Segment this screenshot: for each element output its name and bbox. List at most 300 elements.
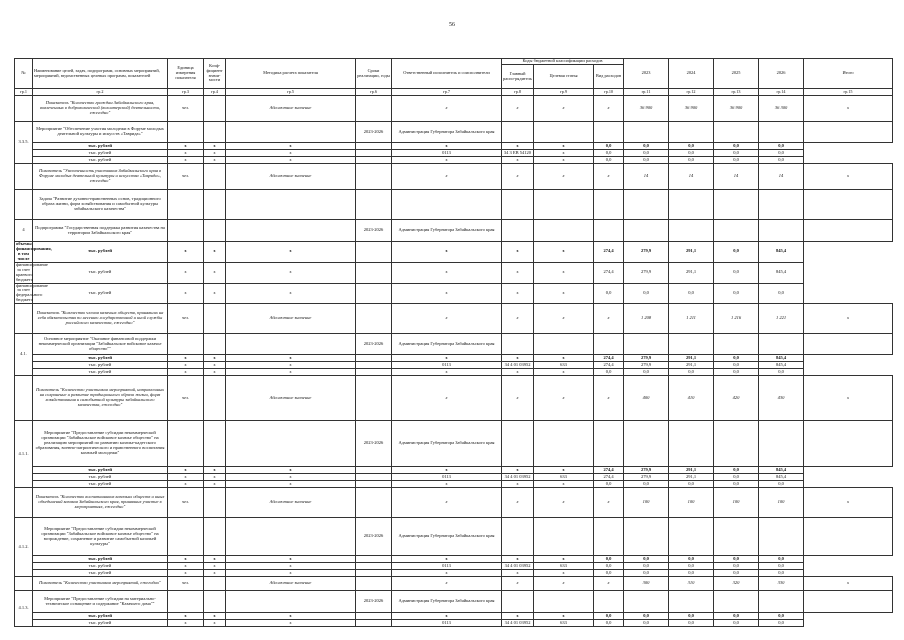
table-cell: 845,4 [759, 262, 804, 283]
table-cell: 0,0 [624, 150, 669, 157]
table-cell [534, 122, 594, 143]
table-cell [356, 283, 392, 304]
table-cell: 0,0 [759, 143, 804, 150]
table-cell: 36 900 [624, 96, 669, 122]
table-cell: x [804, 488, 893, 518]
table-cell: x [168, 242, 204, 263]
table-row [15, 334, 893, 355]
table-cell: гр.10 [594, 89, 624, 96]
table-cell: x [534, 577, 594, 591]
table-cell: тыс. рублей [33, 556, 168, 563]
table-cell: 14 [759, 164, 804, 190]
table-cell: Абсолютное значение [226, 164, 356, 190]
table-cell [759, 122, 804, 143]
table-cell [168, 334, 204, 355]
table-cell: 420 [714, 376, 759, 421]
table-cell: 0,0 [594, 283, 624, 304]
table-cell: x [226, 157, 356, 164]
table-cell [669, 591, 714, 613]
table-cell [168, 518, 204, 556]
table-cell: x [392, 556, 502, 563]
table-cell: 279,9 [624, 262, 669, 283]
table-cell: 0,0 [594, 143, 624, 150]
table-cell [356, 164, 392, 190]
table-cell: 4.1.3. [15, 591, 33, 627]
table-cell [534, 518, 594, 556]
table-row [15, 283, 893, 304]
table-row [15, 613, 893, 620]
table-cell [356, 304, 392, 334]
table-cell: 0,0 [669, 481, 714, 488]
table-cell: 2023-2026 [356, 421, 392, 467]
table-cell: 0,0 [624, 620, 669, 627]
table-cell: 2023-2026 [356, 220, 392, 242]
table-cell: x [226, 369, 356, 376]
table-cell: Администрация Губернатора Забайкальского края [392, 122, 502, 143]
table-cell: x [226, 620, 356, 627]
table-cell: 279,9 [624, 355, 669, 362]
table-cell: 633 [534, 620, 594, 627]
table-cell: гр.9 [534, 89, 594, 96]
table-cell: x [168, 355, 204, 362]
table-cell: x [392, 164, 502, 190]
table-cell: 430 [759, 376, 804, 421]
table-cell: x [168, 563, 204, 570]
table-cell: 1 216 [714, 304, 759, 334]
table-cell: x [502, 467, 534, 474]
table-cell [226, 334, 356, 355]
table-cell: 0,0 [669, 570, 714, 577]
header-code-type: Вид расходов [594, 65, 624, 89]
table-cell: тыс. рублей [33, 570, 168, 577]
table-cell [356, 376, 392, 421]
table-cell: x [594, 488, 624, 518]
table-cell [356, 262, 392, 283]
table-cell: x [204, 283, 226, 304]
table-cell: 291,1 [669, 362, 714, 369]
table-cell [534, 190, 594, 220]
table-cell: 0,0 [624, 563, 669, 570]
table-cell: 0,0 [759, 620, 804, 627]
table-cell: x [226, 556, 356, 563]
table-cell: 274,4 [594, 262, 624, 283]
table-cell [204, 577, 226, 591]
table-cell [356, 157, 392, 164]
table-cell [226, 518, 356, 556]
table-cell: 633 [534, 362, 594, 369]
table-cell: 0,0 [669, 620, 714, 627]
table-row [15, 96, 893, 122]
header-coef: Коэф-фициент значи-мости [204, 59, 226, 89]
table-cell: x [534, 283, 594, 304]
table-cell: x [534, 488, 594, 518]
table-row [15, 620, 893, 627]
table-cell: 845,4 [759, 355, 804, 362]
table-cell [502, 334, 534, 355]
table-cell: x [226, 481, 356, 488]
table-row [15, 488, 893, 518]
table-cell [356, 369, 392, 376]
table-cell [594, 591, 624, 613]
table-cell: 1 221 [759, 304, 804, 334]
table-cell [356, 474, 392, 481]
table-cell: 2023-2026 [356, 518, 392, 556]
table-cell: x [168, 362, 204, 369]
table-cell [168, 421, 204, 467]
table-cell: x [204, 143, 226, 150]
table-cell [669, 421, 714, 467]
table-cell [759, 220, 804, 242]
table-row [15, 150, 893, 157]
table-cell: гр.1 [15, 89, 33, 96]
table-cell [356, 488, 392, 518]
table-cell: x [392, 96, 502, 122]
table-cell: x [502, 157, 534, 164]
table-cell: x [168, 283, 204, 304]
table-cell: x [502, 376, 534, 421]
table-cell [204, 190, 226, 220]
table-cell: тыс. рублей [33, 563, 168, 570]
table-cell [594, 421, 624, 467]
table-cell: 0113 [392, 563, 502, 570]
table-cell: x [534, 613, 594, 620]
table-cell: 36 300 [759, 96, 804, 122]
table-cell: 0,0 [759, 563, 804, 570]
table-cell: гр.4 [204, 89, 226, 96]
table-row [15, 518, 893, 556]
table-cell: 0,0 [624, 556, 669, 563]
table-cell: x [804, 96, 893, 122]
header-code-main: Главный распо-рядитель [502, 65, 534, 89]
table-cell: 0,0 [669, 556, 714, 563]
header-unit: Единица измерения показателя [168, 59, 204, 89]
table-cell [204, 304, 226, 334]
table-cell: тыс. рублей [33, 262, 168, 283]
table-row [15, 304, 893, 334]
table-cell: 845,4 [759, 467, 804, 474]
table-cell: 0,0 [714, 157, 759, 164]
table-row [15, 376, 893, 421]
table-cell: 100 [759, 488, 804, 518]
table-cell [168, 190, 204, 220]
table-cell: x [204, 481, 226, 488]
table-cell [15, 577, 33, 591]
table-cell: 0,0 [714, 474, 759, 481]
table-cell: 274,4 [594, 362, 624, 369]
table-cell: x [168, 157, 204, 164]
table-cell: x [204, 474, 226, 481]
table-cell [356, 190, 392, 220]
table-cell: x [392, 570, 502, 577]
table-cell: x [392, 262, 502, 283]
table-cell: x [804, 304, 893, 334]
table-cell: 4.1. [15, 334, 33, 376]
header-2024: 2024 [669, 59, 714, 89]
table-cell [714, 190, 759, 220]
table-cell: x [168, 369, 204, 376]
table-cell: Мероприятие "Предоставление субсидии на материально-техническое оснащение и содержание "Казачьего дома"" [33, 591, 168, 613]
table-cell: гр.3 [168, 89, 204, 96]
table-cell: x [204, 242, 226, 263]
table-cell: 0,0 [669, 150, 714, 157]
table-cell: 0,0 [594, 369, 624, 376]
table-cell: 4.1.2. [15, 518, 33, 577]
table-cell: 274,4 [594, 474, 624, 481]
table-cell: 0,0 [759, 556, 804, 563]
table-cell: x [392, 481, 502, 488]
table-cell: Основное мероприятие "Оказание финансовой поддержки некоммерческой организации "Забайкальское войсковое казачье общество"" [33, 334, 168, 355]
table-cell: 4.1.1. [15, 421, 33, 488]
table-cell: 100 [714, 488, 759, 518]
table-cell [594, 190, 624, 220]
table-cell [714, 220, 759, 242]
table-cell: 3.3.5. [15, 122, 33, 164]
table-cell: гр.12 [669, 89, 714, 96]
table-cell: 0113 [392, 474, 502, 481]
table-cell [534, 220, 594, 242]
header-2025: 2025 [714, 59, 759, 89]
table-cell: x [226, 467, 356, 474]
table-cell: гр.6 [356, 89, 392, 96]
budget-table [14, 58, 893, 627]
header-resp: Ответственный исполнитель и соисполнители [392, 59, 502, 89]
table-cell: тыс. рублей [33, 150, 168, 157]
table-cell: x [502, 143, 534, 150]
table-row [15, 481, 893, 488]
table-cell: x [168, 150, 204, 157]
table-cell [392, 190, 502, 220]
table-cell: 34 4 01 03952 [502, 620, 534, 627]
table-cell: x [534, 355, 594, 362]
table-cell: x [168, 474, 204, 481]
table-cell [356, 481, 392, 488]
table-cell [226, 421, 356, 467]
table-cell: x [204, 620, 226, 627]
table-cell: 0,0 [714, 467, 759, 474]
table-cell: Показатель "Увеличенность участников Забайкальского края в Форуме молодых деятельной культуры и искусства «Таврида», ежегодно" [33, 164, 168, 190]
table-cell: 330 [759, 577, 804, 591]
table-cell [15, 376, 33, 421]
table-cell: 633 [534, 563, 594, 570]
table-cell [15, 488, 33, 518]
table-cell: x [392, 304, 502, 334]
table-cell: 845,4 [759, 362, 804, 369]
table-cell: x [392, 467, 502, 474]
table-cell: 2023-2026 [356, 122, 392, 143]
table-cell: 0,0 [714, 262, 759, 283]
table-cell [624, 421, 669, 467]
table-row [15, 164, 893, 190]
table-cell: 0,0 [669, 157, 714, 164]
table-cell [204, 591, 226, 613]
table-cell: x [226, 563, 356, 570]
table-cell: x [534, 570, 594, 577]
table-cell: x [594, 376, 624, 421]
table-cell [356, 467, 392, 474]
table-cell [356, 556, 392, 563]
table-cell: гр.2 [33, 89, 168, 96]
table-cell: 0,0 [594, 570, 624, 577]
table-cell: x [168, 613, 204, 620]
table-cell: тыс. рублей [33, 474, 168, 481]
table-cell: Подпрограмма "Государственная поддержка развития казачества на территории Забайкальского края" [33, 220, 168, 242]
table-cell: 0,0 [714, 143, 759, 150]
table-cell [204, 122, 226, 143]
table-cell: 274,4 [594, 467, 624, 474]
table-cell: x [594, 577, 624, 591]
table-cell [356, 242, 392, 263]
table-cell [204, 164, 226, 190]
table-cell: чел. [168, 488, 204, 518]
table-cell: Мероприятие "Предоставление субсидии некоммерческой организации "Забайкальское войсковое казачье общество" на реализацию мероприятий по развитию казачье-кадетского образования, военно-патриотического и нравственного воспитания казачьей молодежи" [33, 421, 168, 467]
table-cell [714, 518, 759, 556]
table-cell [226, 591, 356, 613]
table-cell [669, 122, 714, 143]
table-cell: x [226, 150, 356, 157]
table-cell: 279,9 [624, 362, 669, 369]
table-cell: 100 [669, 488, 714, 518]
table-cell: 845,4 [759, 474, 804, 481]
table-cell: x [226, 262, 356, 283]
table-cell [356, 96, 392, 122]
table-cell [804, 220, 893, 242]
table-cell: 0,0 [594, 620, 624, 627]
table-cell: x [204, 355, 226, 362]
table-cell: x [392, 157, 502, 164]
table-cell: x [502, 96, 534, 122]
table-cell: x [392, 355, 502, 362]
table-cell: 36 900 [714, 96, 759, 122]
table-row [15, 122, 893, 143]
table-cell [759, 334, 804, 355]
table-cell: x [226, 362, 356, 369]
table-cell: x [594, 164, 624, 190]
table-cell: гр.5 [226, 89, 356, 96]
table-cell: x [168, 467, 204, 474]
table-cell: x [226, 283, 356, 304]
table-cell: 279,9 [624, 467, 669, 474]
table-cell [714, 334, 759, 355]
table-cell [356, 563, 392, 570]
table-cell: Задача "Развитие духовно-нравственных основ, традиционного образа жизни, форм хозяйствования и самобытной культуры забайкальского казачества" [33, 190, 168, 220]
table-cell: тыс. рублей [33, 355, 168, 362]
table-cell: x [204, 556, 226, 563]
table-cell [624, 518, 669, 556]
table-cell: x [502, 369, 534, 376]
table-cell: гр.14 [759, 89, 804, 96]
table-cell: 0,0 [624, 143, 669, 150]
table-cell [168, 122, 204, 143]
table-cell: x [502, 283, 534, 304]
table-cell: 0,0 [759, 613, 804, 620]
table-row [15, 362, 893, 369]
table-cell: Показатель "Количество участников мероприятий, направленных на сохранение и развитие традиционного образа жизни, форм хозяйствования и самобытной культуры забайкальского казачества, ежегодно" [33, 376, 168, 421]
table-cell: 0,0 [594, 613, 624, 620]
table-cell: x [226, 355, 356, 362]
table-cell: x [226, 474, 356, 481]
table-cell: x [168, 262, 204, 283]
table-cell: x [534, 262, 594, 283]
table-cell: 100 [624, 488, 669, 518]
table-cell [534, 421, 594, 467]
table-cell [594, 122, 624, 143]
table-cell: чел. [168, 96, 204, 122]
table-cell: x [392, 143, 502, 150]
table-cell: 0,0 [759, 570, 804, 577]
table-cell: 291,1 [669, 242, 714, 263]
table-cell: 0,0 [624, 613, 669, 620]
table-cell [804, 122, 893, 143]
table-row [15, 143, 893, 150]
table-cell [226, 190, 356, 220]
table-cell: 0,0 [714, 570, 759, 577]
table-cell [804, 190, 893, 220]
table-row [15, 591, 893, 613]
table-cell [759, 518, 804, 556]
table-cell [669, 518, 714, 556]
table-cell: 0,0 [759, 481, 804, 488]
table-cell: x [502, 577, 534, 591]
table-cell: x [392, 488, 502, 518]
table-cell [502, 122, 534, 143]
table-cell: x [204, 563, 226, 570]
table-cell: 1 211 [669, 304, 714, 334]
table-cell: x [534, 376, 594, 421]
table-row [15, 474, 893, 481]
table-cell: чел. [168, 577, 204, 591]
table-cell: x [168, 143, 204, 150]
table-cell: Администрация Губернатора Забайкальского края [392, 334, 502, 355]
table-row [15, 577, 893, 591]
table-cell: x [534, 467, 594, 474]
table-cell: 0,0 [759, 369, 804, 376]
table-cell: x [392, 242, 502, 263]
table-cell: тыс. рублей [33, 481, 168, 488]
table-cell [502, 190, 534, 220]
table-row [15, 570, 893, 577]
table-cell [356, 620, 392, 627]
table-cell: x [204, 362, 226, 369]
table-cell [15, 96, 33, 122]
table-cell: гр.11 [624, 89, 669, 96]
table-cell [669, 220, 714, 242]
table-cell [204, 518, 226, 556]
table-row [15, 89, 893, 96]
table-cell [502, 220, 534, 242]
table-cell [714, 122, 759, 143]
table-cell: 279,9 [624, 242, 669, 263]
table-row [15, 157, 893, 164]
table-cell: x [168, 556, 204, 563]
table-cell [624, 591, 669, 613]
table-cell: 1 208 [624, 304, 669, 334]
table-cell: 14 [624, 164, 669, 190]
table-cell: 274,4 [594, 355, 624, 362]
table-cell: объемы финансирования, в том числе [16, 241, 52, 261]
table-cell: x [226, 613, 356, 620]
table-cell: 0,0 [714, 369, 759, 376]
table-cell: x [502, 570, 534, 577]
table-cell [594, 220, 624, 242]
table-cell: x [168, 570, 204, 577]
table-cell: 291,1 [669, 262, 714, 283]
table-cell: 14 [669, 164, 714, 190]
header-codes: Коды бюджетной классификации расходов [502, 59, 624, 65]
table-cell: x [534, 242, 594, 263]
table-cell [204, 96, 226, 122]
header-code-article: Целевая статья [534, 65, 594, 89]
table-cell: 0,0 [624, 369, 669, 376]
